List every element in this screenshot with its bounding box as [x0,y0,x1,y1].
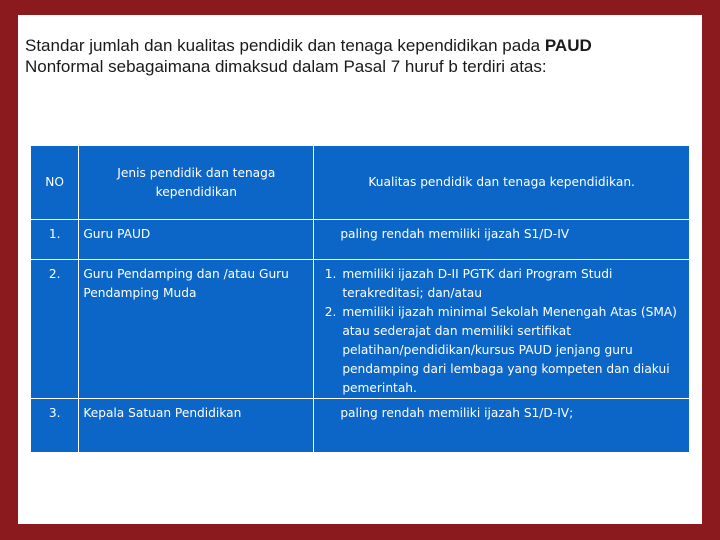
kualitas-text: paling rendah memiliki ijazah S1/D-IV; [340,406,574,420]
kualitas-list [324,265,679,398]
header-jenis: Jenis pendidik dan tenaga kependidikan [79,146,314,220]
header-no: NO [31,146,79,220]
row-jenis: Guru Pendamping dan /atau Guru Pendamping Muda [79,260,314,399]
kualitas-list-item: 2. memiliki ijazah minimal Sekolah Menengah Atas (SMA) atau sederajat dan memiliki sertifikat pelatihan/pendidikan/kursus PAUD jenjang guru pendamping dari lembaga yang kompeten dan diakui pemerintah. [340,303,679,398]
standards-table [30,145,690,453]
table-row [31,399,690,453]
row-jenis: Guru PAUD [79,220,314,260]
intro-text-2: Nonformal sebagaimana dimaksud dalam Pasal 7 huruf b terdiri atas: [25,57,547,76]
intro-paragraph [25,35,665,77]
row-no: 2. [31,260,79,399]
row-no: 3. [31,399,79,453]
row-no: 1. [31,220,79,260]
header-kualitas: Kualitas pendidik dan tenaga kependidikan. [314,146,690,220]
slide [18,15,702,524]
table-header-row [31,146,690,220]
intro-text-1: Standar jumlah dan kualitas pendidik dan tenaga kependidikan pada [25,36,541,55]
intro-bold-paud: PAUD [544,36,592,55]
kualitas-list-item: 1. memiliki ijazah D-II PGTK dari Program Studi terakreditasi; dan/atau [340,265,679,303]
table-row [31,260,690,399]
kualitas-text: paling rendah memiliki ijazah S1/D-IV [340,227,570,241]
row-jenis: Kepala Satuan Pendidikan [79,399,314,453]
row-kualitas [314,399,690,453]
table-row [31,220,690,260]
row-kualitas [314,260,690,399]
row-kualitas [314,220,690,260]
